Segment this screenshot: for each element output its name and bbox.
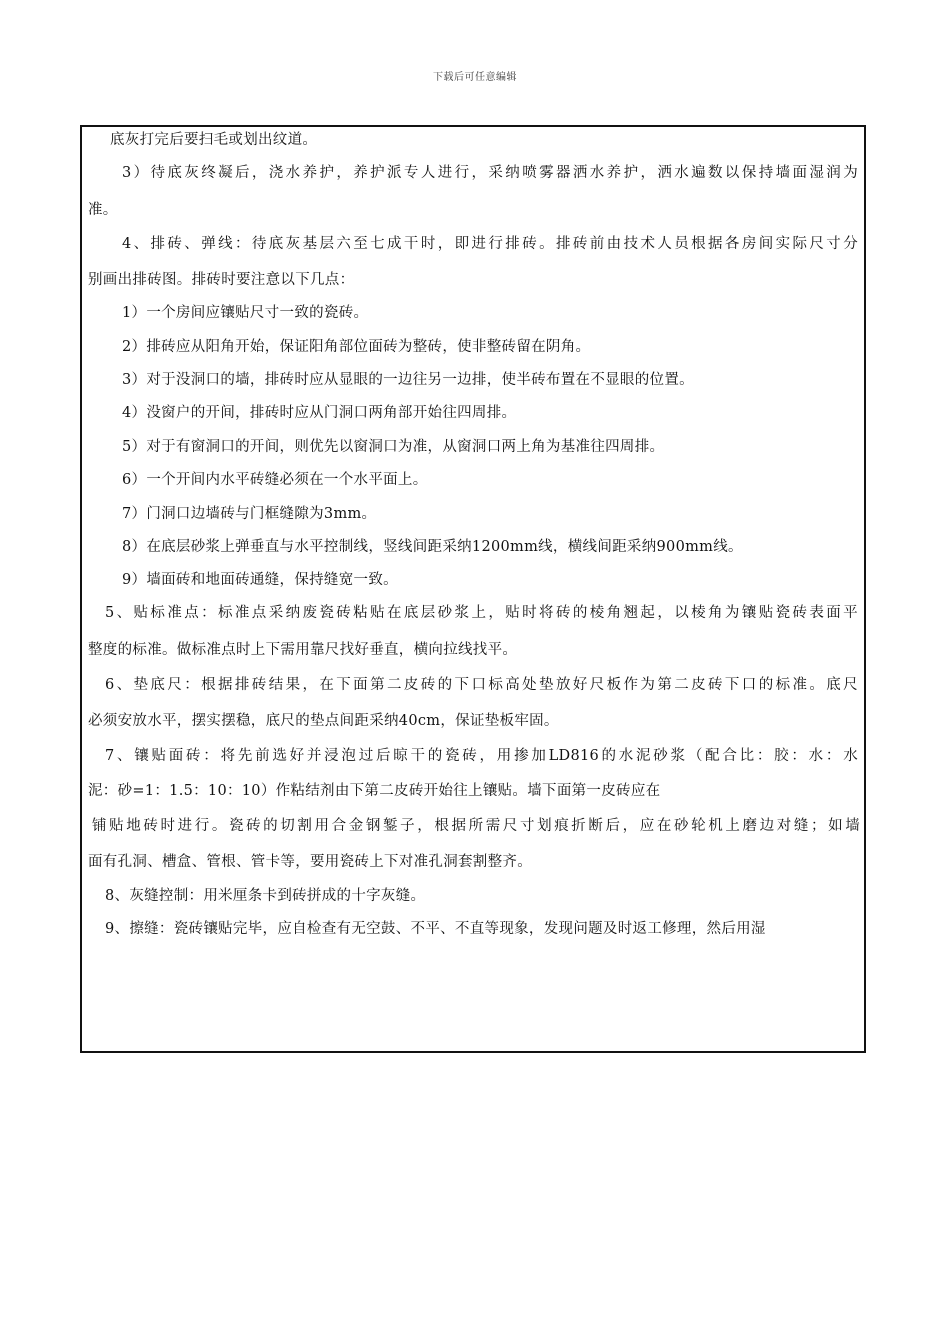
content-line: 8）在底层砂浆上弹垂直与水平控制线，竖线间距采纳1200mm线，横线间距采纳900mm线。 <box>122 539 743 555</box>
page-header-note: 下载后可任意编辑 <box>433 72 517 83</box>
content-line: 8、灰缝控制：用米厘条卡到砖拼成的十字灰缝。 <box>105 888 426 904</box>
content-line: 别画出排砖图。排砖时要注意以下几点： <box>88 272 355 288</box>
content-line: 面有孔洞、槽盒、管根、管卡等，要用瓷砖上下对准孔洞套割整齐。 <box>88 854 532 870</box>
content-line: 7）门洞口边墙砖与门框缝隙为3mm。 <box>122 506 377 522</box>
content-line: 铺贴地砖时进行。瓷砖的切割用合金钢錾子，根据所需尺寸划痕折断后，应在砂轮机上磨边对缝；如墙 <box>92 818 860 834</box>
content-line: 5、贴标准点：标准点采纳废瓷砖粘贴在底层砂浆上，贴时将砖的棱角翘起，以棱角为镶贴瓷砖表面平 <box>105 605 858 621</box>
content-line: 准。 <box>88 202 118 218</box>
content-line: 泥：砂=1：1.5：10：10）作粘结剂由下第二皮砖开始往上镶贴。墙下面第一皮砖应在 <box>88 783 661 799</box>
content-line: 3）待底灰终凝后，浇水养护，养护派专人进行，采纳喷雾器洒水养护，洒水遍数以保持墙面湿润为 <box>122 165 858 181</box>
content-line: 必须安放水平，摆实摆稳，底尺的垫点间距采纳40cm，保证垫板牢固。 <box>88 713 559 729</box>
content-line: 2）排砖应从阳角开始，保证阳角部位面砖为整砖，使非整砖留在阴角。 <box>122 339 591 355</box>
content-line: 4、排砖、弹线：待底灰基层六至七成干时，即进行排砖。排砖前由技术人员根据各房间实际尺寸分 <box>122 236 858 252</box>
content-line: 整度的标准。做标准点时上下需用靠尺找好垂直，横向拉线找平。 <box>88 642 518 658</box>
content-line: 6、垫底尺：根据排砖结果，在下面第二皮砖的下口标高处垫放好尺板作为第二皮砖下口的标准。底尺 <box>105 677 858 693</box>
content-line: 4）没窗户的开间，排砖时应从门洞口两角部开始往四周排。 <box>122 405 517 421</box>
content-line: 7、镶贴面砖：将先前选好并浸泡过后晾干的瓷砖，用掺加LD816的水泥砂浆（配合比：胶：水：水 <box>105 748 858 764</box>
content-line: 5）对于有窗洞口的开间，则优先以窗洞口为准，从窗洞口两上角为基准往四周排。 <box>122 439 665 455</box>
content-line: 6）一个开间内水平砖缝必须在一个水平面上。 <box>122 472 428 488</box>
content-line: 1）一个房间应镶贴尺寸一致的瓷砖。 <box>122 305 369 321</box>
content-line: 3）对于没洞口的墙，排砖时应从显眼的一边往另一边排，使半砖布置在不显眼的位置。 <box>122 372 694 388</box>
content-line: 底灰打完后要扫毛或划出纹道。 <box>110 132 318 148</box>
content-line: 9、擦缝：瓷砖镶贴完毕，应自检查有无空鼓、不平、不直等现象，发现问题及时返工修理，然后用湿 <box>105 921 766 937</box>
content-line: 9）墙面砖和地面砖通缝，保持缝宽一致。 <box>122 572 398 588</box>
